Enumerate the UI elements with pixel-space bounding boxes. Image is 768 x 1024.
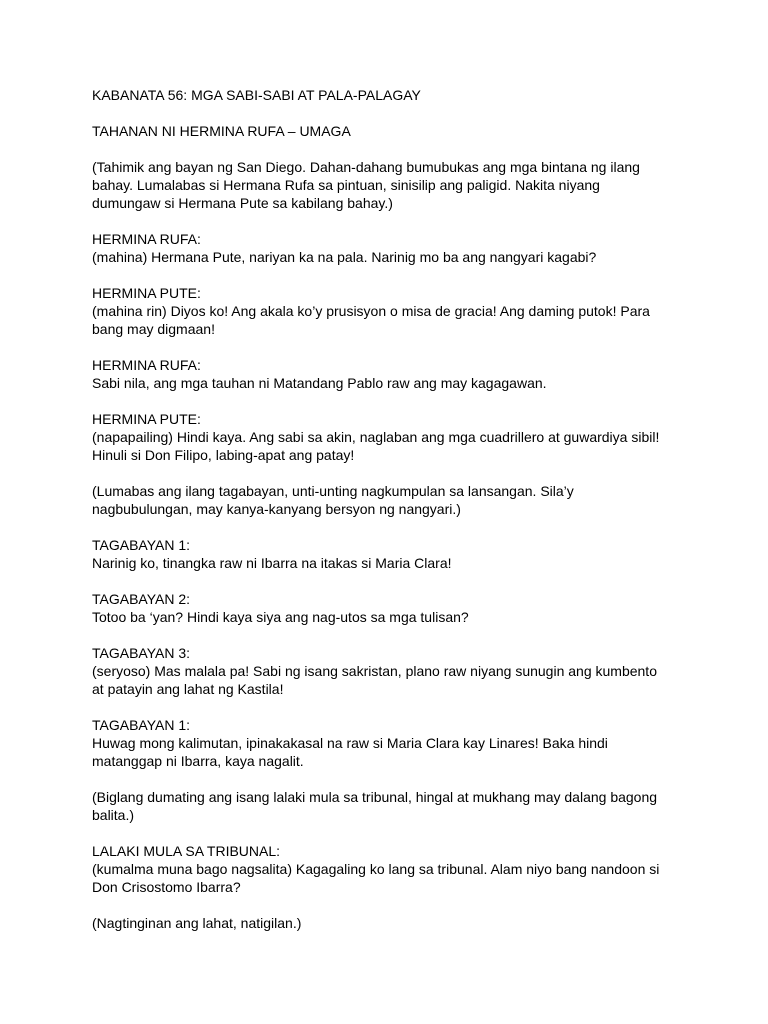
- script-line: Hinuli si Don Filipo, labing-apat ang patay!: [92, 447, 355, 463]
- script-line: (Biglang dumating ang isang lalaki mula sa tribunal, hingal at mukhang may dalang bagong: [92, 789, 658, 805]
- script-block: [92, 356, 692, 392]
- script-line: Huwag mong kalimutan, ipinakakasal na raw si Maria Clara kay Linares! Baka hindi: [92, 735, 608, 751]
- script-line: (Nagtinginan ang lahat, natigilan.): [92, 915, 302, 931]
- script-block: [92, 914, 692, 932]
- script-line: (mahina) Hermana Pute, nariyan ka na pala. Narinig mo ba ang nangyari kagabi?: [92, 249, 597, 265]
- script-line: (napapailing) Hindi kaya. Ang sabi sa akin, naglaban ang mga cuadrillero at guwardiya sibil!: [92, 429, 660, 445]
- script-line: at patayin ang lahat ng Kastila!: [92, 681, 284, 697]
- script-block: [92, 482, 692, 518]
- script-block: [92, 644, 692, 698]
- script-line: (kumalma muna bago nagsalita) Kagagaling ko lang sa tribunal. Alam niyo bang nandoon si: [92, 861, 660, 877]
- script-block: [92, 158, 692, 212]
- script-line: (mahina rin) Diyos ko! Ang akala ko’y prusisyon o misa de gracia! Ang daming putok! Para: [92, 303, 650, 319]
- scene-heading-text: TAHANAN NI HERMINA RUFA – UMAGA: [92, 123, 351, 139]
- script-line: bang may digmaan!: [92, 321, 215, 337]
- chapter-title-text: KABANATA 56: MGA SABI-SABI AT PALA-PALAGAY: [92, 87, 421, 103]
- script-line: Narinig ko, tinangka raw ni Ibarra na itakas si Maria Clara!: [92, 555, 452, 571]
- script-line: (seryoso) Mas malala pa! Sabi ng isang sakristan, plano raw niyang sunugin ang kumbento: [92, 663, 657, 679]
- script-line: TAGABAYAN 2:: [92, 591, 191, 607]
- script-line: bahay. Lumalabas si Hermana Rufa sa pintuan, sinisilip ang paligid. Nakita niyang: [92, 177, 600, 193]
- script-line: LALAKI MULA SA TRIBUNAL:: [92, 843, 281, 859]
- script-line: nagbubulungan, may kanya-kanyang bersyon ng nangyari.): [92, 501, 461, 517]
- script-line: balita.): [92, 807, 135, 823]
- script-line: (Lumabas ang ilang tagabayan, unti-unting nagkumpulan sa lansangan. Sila’y: [92, 483, 574, 499]
- script-block: [92, 410, 692, 464]
- script-line: HERMINA RUFA:: [92, 231, 201, 247]
- script-line: Sabi nila, ang mga tauhan ni Matandang Pablo raw ang may kagagawan.: [92, 375, 547, 391]
- script-line: (Tahimik ang bayan ng San Diego. Dahan-dahang bumubukas ang mga bintana ng ilang: [92, 159, 640, 175]
- scene-heading: [92, 122, 692, 140]
- script-line: HERMINA RUFA:: [92, 357, 201, 373]
- script-block: [92, 842, 692, 896]
- script-line: dumungaw si Hermana Pute sa kabilang bahay.): [92, 195, 393, 211]
- script-line: TAGABAYAN 1:: [92, 537, 191, 553]
- script-block: [92, 716, 692, 770]
- script-block: [92, 788, 692, 824]
- document-page: [92, 86, 692, 950]
- script-block: [92, 536, 692, 572]
- script-line: Don Crisostomo Ibarra?: [92, 879, 241, 895]
- script-block: [92, 284, 692, 338]
- script-line: TAGABAYAN 1:: [92, 717, 191, 733]
- script-line: HERMINA PUTE:: [92, 411, 201, 427]
- script-line: HERMINA PUTE:: [92, 285, 201, 301]
- script-line: matanggap ni Ibarra, kaya nagalit.: [92, 753, 304, 769]
- script-block: [92, 590, 692, 626]
- script-body: [92, 158, 692, 932]
- script-block: [92, 230, 692, 266]
- chapter-title: [92, 86, 692, 104]
- script-line: Totoo ba ‘yan? Hindi kaya siya ang nag-utos sa mga tulisan?: [92, 609, 469, 625]
- script-line: TAGABAYAN 3:: [92, 645, 191, 661]
